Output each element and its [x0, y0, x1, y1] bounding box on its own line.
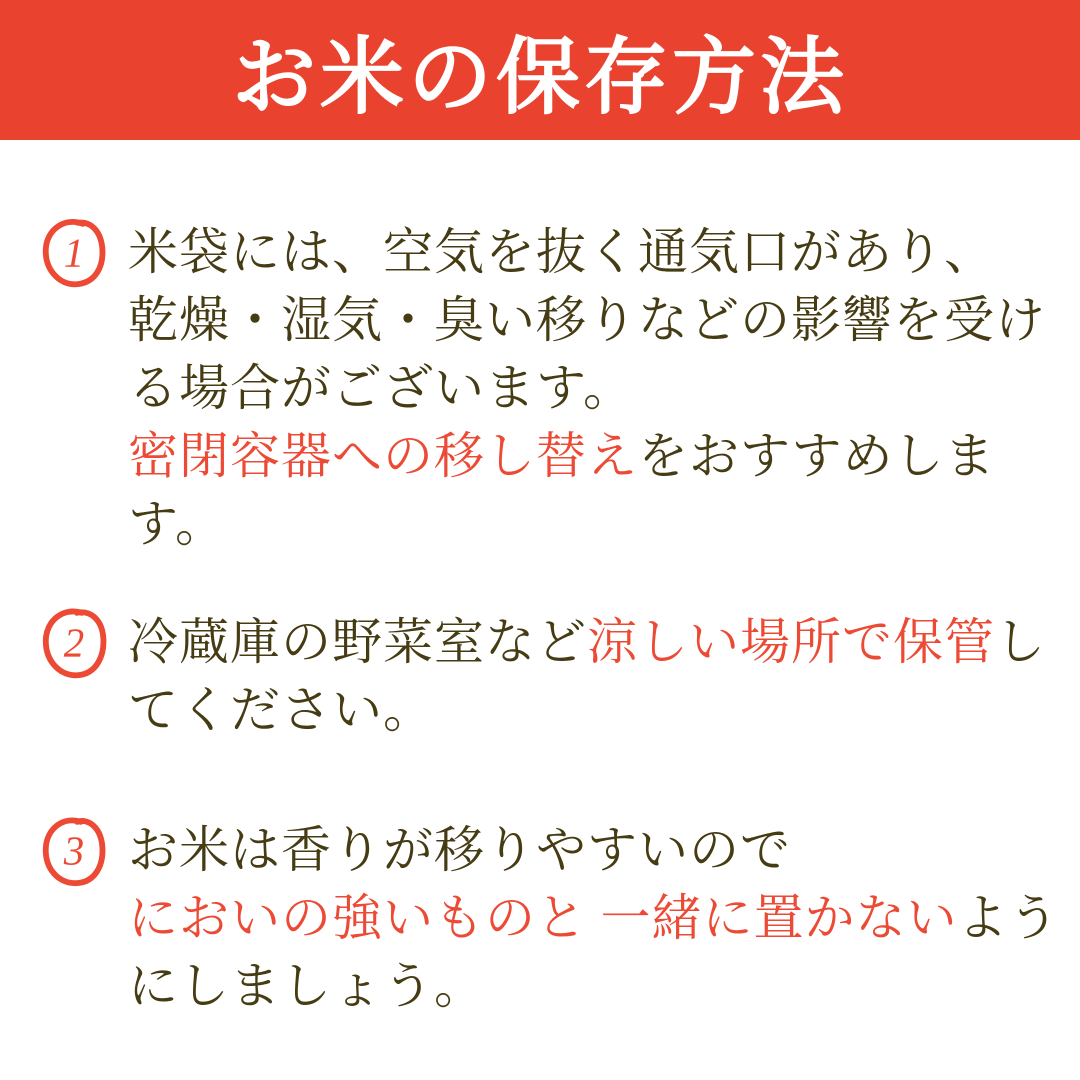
text-segment: し: [995, 614, 1046, 670]
item-text-line: [128, 676, 1046, 744]
storage-item-3: [0, 816, 1080, 1020]
svg-text:3: 3: [63, 828, 85, 874]
svg-text:2: 2: [63, 620, 85, 666]
item-text-line: [128, 608, 1046, 676]
text-segment: お米は香りが移りやすいので: [128, 822, 791, 878]
highlight-text: 涼しい場所で保管: [587, 614, 995, 670]
circled-number-2-icon: [38, 604, 110, 682]
storage-item-2: [0, 608, 1080, 744]
text-segment: にしましょう。: [128, 958, 485, 1014]
text-segment: る場合がございます。: [128, 360, 634, 416]
svg-text:1: 1: [63, 230, 85, 276]
highlight-text: においの強いものと 一緒に置かない: [128, 890, 958, 946]
text-segment: 乾燥・湿気・臭い移りなどの影響を受け: [128, 292, 1046, 348]
storage-item-text: [128, 218, 1046, 558]
item-text-line: [128, 884, 1060, 952]
item-text-line: [128, 490, 1046, 558]
storage-item-1: [0, 218, 1080, 558]
item-text-line: [128, 354, 1046, 422]
item-text-line: [128, 286, 1046, 354]
text-segment: す。: [128, 496, 226, 552]
item-text-line: [128, 816, 1060, 884]
text-segment: をおすすめしま: [638, 428, 996, 484]
text-segment: てください。: [128, 682, 434, 738]
item-text-line: [128, 952, 1060, 1020]
storage-item-text: [128, 816, 1060, 1020]
storage-tips-list: [0, 218, 1080, 1020]
storage-item-text: [128, 608, 1046, 744]
highlight-text: 密閉容器への移し替え: [128, 428, 638, 484]
item-text-line: [128, 422, 1046, 490]
item-text-line: [128, 218, 1046, 286]
circled-number-1-icon: [38, 214, 110, 292]
page-title: お米の保存方法: [231, 29, 848, 124]
text-segment: 冷蔵庫の野菜室など: [128, 614, 587, 670]
text-segment: 米袋には、空気を抜く通気口があり、: [128, 224, 995, 280]
text-segment: よう: [957, 890, 1060, 946]
circled-number-3-icon: [38, 812, 110, 890]
header-banner: [0, 0, 1080, 140]
